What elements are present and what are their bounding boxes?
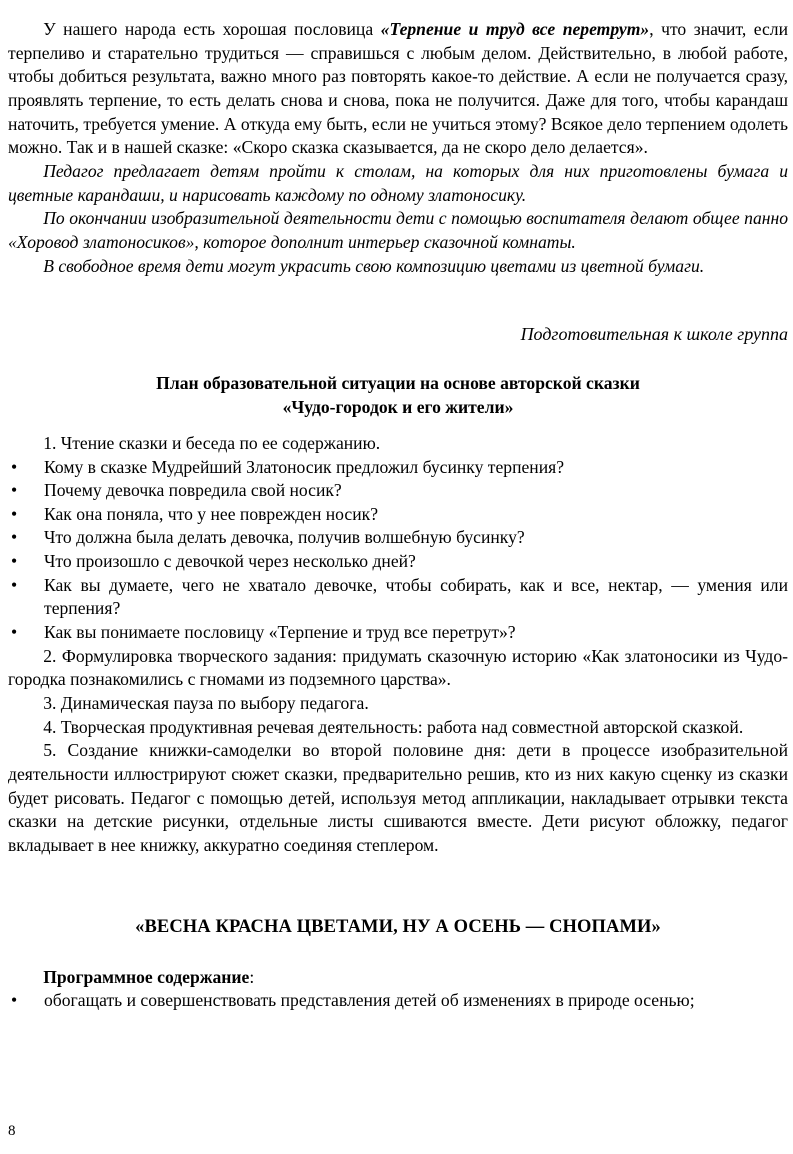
bullet-icon: •: [11, 551, 18, 572]
list-item: [8, 574, 788, 621]
program-content-label: [8, 966, 788, 990]
list-item: [8, 479, 788, 503]
question-text: Как вы понимаете пословицу «Терпение и труд все перетрут»?: [44, 622, 516, 643]
list-item: [8, 621, 788, 645]
list-item: [8, 550, 788, 574]
bullet-icon: •: [11, 503, 18, 524]
plan-item-3: 3. Динамическая пауза по выбору педагога.: [43, 693, 369, 714]
paragraph-intro-part2: , что значит, если терпеливо и старательно трудиться — справишься с любым делом. Действительно, в любой работе, чтобы добиться результата, важно много раз повторять какое-то действие. А если не получается сразу, проявлять терпение, то есть делать снова и снова, пока не получится. Даже для того, чтобы карандаш наточить, требуется умение. А откуда ему быть, если не учиться этому? Всякое дело терпением одолеть можно. Так и в нашей сказке: «Скоро сказка сказывается, да не скоро дело делается».: [8, 19, 788, 158]
list-item: [8, 526, 788, 550]
paragraph-intro: [8, 18, 788, 160]
plan-item-1: 1. Чтение сказки и беседа по ее содержанию.: [43, 432, 381, 453]
spacer: [8, 902, 788, 915]
list-item: [8, 503, 788, 527]
question-text: Как она поняла, что у нее поврежден носик?: [44, 503, 378, 524]
question-text: Кому в сказке Мудрейший Златоносик предложил бусинку терпения?: [44, 456, 565, 477]
program-content-colon: :: [249, 966, 255, 987]
paragraph-panno: По окончании изобразительной деятельности дети с помощью воспитателя делают общее панно «Хоровод златоносиков», которое дополнит интерьер сказочной комнаты.: [8, 208, 788, 252]
page-number: 8: [8, 1123, 16, 1139]
spacer: [8, 940, 788, 966]
program-content-bold: Программное содержание: [43, 966, 250, 987]
bullet-icon: •: [11, 480, 18, 501]
question-text: Почему девочка повредила свой носик?: [44, 480, 342, 501]
question-text: Как вы думаете, чего не хватало девочке, чтобы собирать, как и все, нектар, — умения или терпения?: [44, 574, 788, 619]
bullet-icon: •: [11, 574, 18, 595]
proverb-emphasis: «Терпение и труд все перетрут»: [380, 19, 650, 39]
bullet-icon: •: [11, 990, 18, 1011]
bullet-icon: •: [11, 456, 18, 477]
program-item-text: обогащать и совершенствовать представления детей об изменениях в природе осенью;: [44, 990, 695, 1011]
paragraph-teacher-instruction: Педагог предлагает детям пройти к столам, на которых для них приготовлены бумага и цветные карандаши, и нарисовать каждому по одному златоносику.: [8, 160, 788, 205]
plan-item-5: 5. Создание книжки-самоделки во второй половине дня: дети в процессе изобразительной деятельности иллюстрируют сюжет сказки, предварительно решив, кто из них какую сценку из сказки будет рисовать. Педагог с помощью детей, используя метод аппликации, накладывает отрывки текста сказки на детские рисунки, отдельные листы сшиваются вместе. Дети рисуют обложку, педагог вкладывает в нее книжку, аккуратно соединяя степлером.: [8, 740, 788, 856]
list-item: [8, 989, 788, 1013]
group-label: Подготовительная к школе группа: [520, 324, 788, 345]
spacer: [8, 278, 788, 322]
bullet-icon: •: [11, 622, 18, 643]
question-text: Что должна была делать девочка, получив волшебную бусинку?: [44, 527, 525, 548]
spacer: [8, 419, 788, 432]
paragraph-intro-part1: У нашего народа есть хорошая пословица: [43, 19, 381, 39]
section-title: «ВЕСНА КРАСНА ЦВЕТАМИ, НУ А ОСЕНЬ — СНОПАМИ»: [135, 916, 661, 937]
paragraph-freetime: В свободное время дети могут украсить свою композицию цветами из цветной бумаги.: [43, 255, 705, 276]
plan-item-4: 4. Творческая продуктивная речевая деятельность: работа над совместной авторской сказкой.: [43, 716, 744, 737]
bullet-icon: •: [11, 527, 18, 548]
plan-heading-line1: План образовательной ситуации на основе авторской сказки: [156, 373, 640, 394]
plan-heading-line2: «Чудо-городок и его жители»: [282, 396, 514, 417]
plan-item-2: 2. Формулировка творческого задания: придумать сказочную историю «Как златоносики из Чудо-городка познакомились с гномами из подземного царства».: [8, 645, 788, 690]
spacer: [8, 858, 788, 902]
question-text: Что произошло с девочкой через несколько дней?: [44, 551, 416, 572]
list-item: [8, 456, 788, 480]
spacer: [8, 346, 788, 372]
page-content: [8, 18, 788, 1013]
